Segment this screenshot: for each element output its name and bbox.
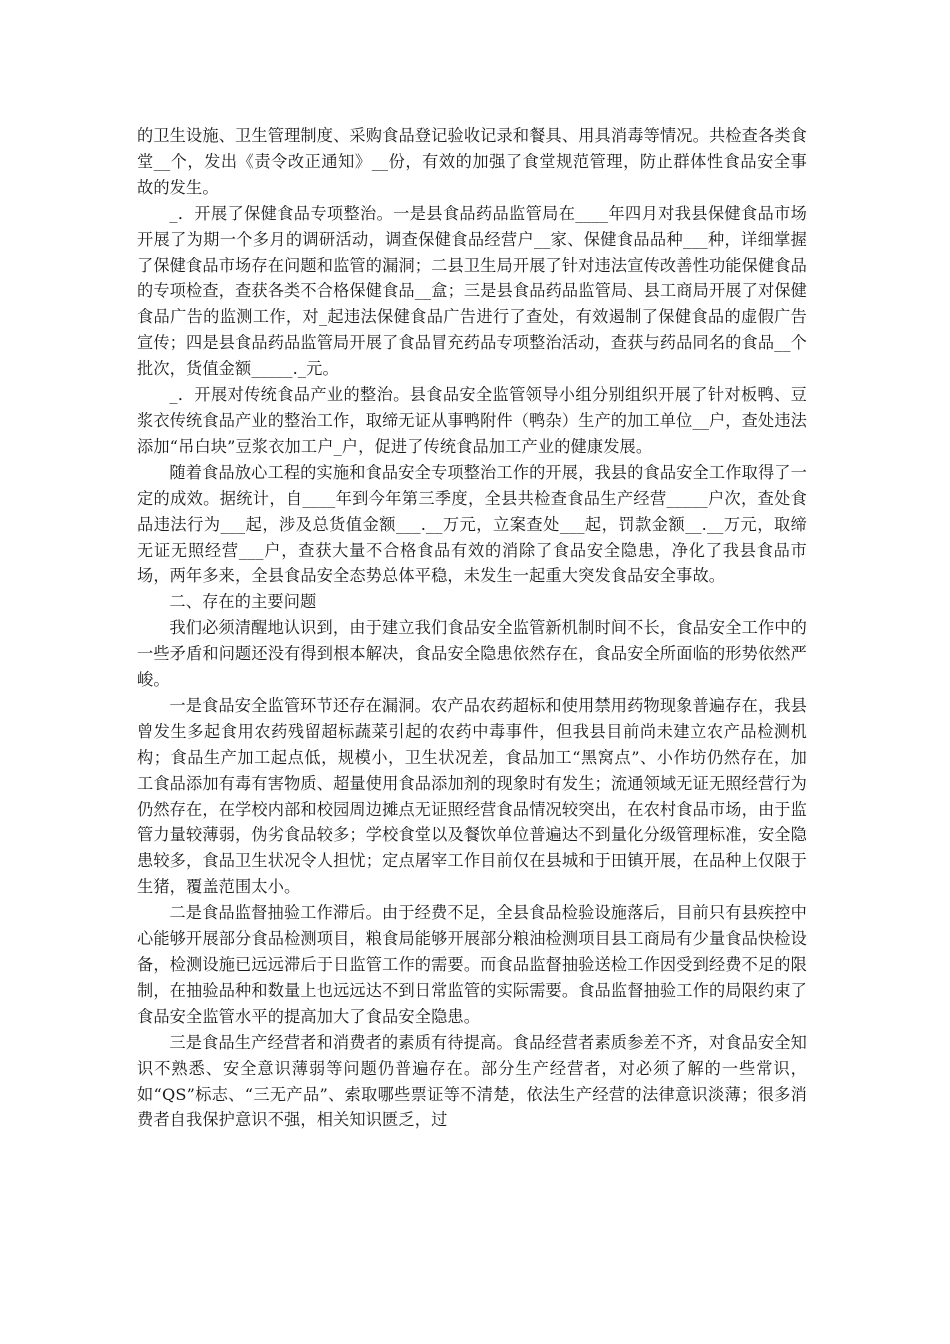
- paragraph: 的卫生设施、卫生管理制度、采购食品登记验收记录和餐具、用具消毒等情况。共检查各类食堂__个，发出《责令改正通知》__份，有效的加强了食堂规范管理，防止群体性食品安全事故的发生。: [137, 126, 807, 197]
- paragraph: _．开展对传统食品产业的整治。县食品安全监管领导小组分别组织开展了针对板鸭、豆浆衣传统食品产业的整治工作，取缔无证从事鸭附件（鸭杂）生产的加工单位__户，查处违法添加“吊白块”豆浆衣加工户_户，促进了传统食品加工产业的健康发展。: [137, 385, 807, 456]
- paragraph: 一是食品安全监管环节还存在漏洞。农产品农药超标和使用禁用药物现象普遍存在，我县曾发生多起食用农药残留超标蔬菜引起的农药中毒事件，但我县目前尚未建立农产品检测机构；食品生产加工起点低，规模小，卫生状况差，食品加工“黑窝点”、小作坊仍然存在，加工食品添加有毒有害物质、超量使用食品添加剂的现象时有发生；流通领域无证无照经营行为仍然存在，在学校内部和校园周边摊点无证照经营食品情况较突出，在农村食品市场，由于监管力量较薄弱，伪劣食品较多；学校食堂以及餐饮单位普遍达不到量化分级管理标准，安全隐患较多，食品卫生状况令人担忧；定点屠宰工作目前仅在县城和于田镇开展，在品种上仅限于生猪，覆盖范围太小。: [137, 695, 807, 897]
- paragraph: 随着食品放心工程的实施和食品安全专项整治工作的开展，我县的食品安全工作取得了一定的成效。据统计，自____年到今年第三季度，全县共检查食品生产经营_____户次，查处食品违法行为___起，涉及总货值金额___.__万元，立案查处___起，罚款金额__.__万元，取缔无证无照经营___户，查获大量不合格食品有效的消除了食品安全隐患，净化了我县食品市场，两年多来，全县食品安全态势总体平稳，未发生一起重大突发食品安全事故。: [137, 462, 807, 586]
- section-heading: 二、存在的主要问题: [169, 592, 317, 612]
- paragraph: 我们必须清醒地认识到，由于建立我们食品安全监管新机制时间不长，食品安全工作中的一些矛盾和问题还没有得到根本解决，食品安全隐患依然存在，食品安全所面临的形势依然严峻。: [137, 618, 807, 690]
- document-body: [137, 123, 807, 1133]
- paragraph: 三是食品生产经营者和消费者的素质有待提高。食品经营者素质参差不齐，对食品安全知识不熟悉、安全意识薄弱等问题仍普遍存在。部分生产经营者，对必须了解的一些常识，如“QS”标志、“三无产品”、索取哪些票证等不清楚，依法生产经营的法律意识淡薄；很多消费者自我保护意识不强，相关知识匮乏，过: [137, 1032, 807, 1130]
- paragraph: _．开展了保健食品专项整治。一是县食品药品监管局在____年四月对我县保健食品市场开展了为期一个多月的调研活动，调查保健食品经营户__家、保健食品品种___种，详细掌握了保健食品市场存在问题和监管的漏洞；二县卫生局开展了针对违法宣传改善性功能保健食品的专项检查，查获各类不合格保健食品__盒；三是县食品药品监管局、县工商局开展了对保健食品广告的监测工作，对_起违法保健食品广告进行了查处，有效遏制了保健食品的虚假广告宣传；四是县食品药品监管局开展了食品冒充药品专项整治活动，查获与药品同名的食品__个批次，货值金额_____._元。: [137, 203, 807, 379]
- paragraph: 二是食品监督抽验工作滞后。由于经费不足，全县食品检验设施落后，目前只有县疾控中心能够开展部分食品检测项目，粮食局能够开展部分粮油检测项目县工商局有少量食品快检设备，检测设施已远远滞后于日监管工作的需要。而食品监督抽验送检工作因受到经费不足的限制，在抽验品种和数量上也远远达不到日常监管的实际需要。食品监督抽验工作的局限约束了食品安全监管水平的提高加大了食品安全隐患。: [137, 903, 807, 1026]
